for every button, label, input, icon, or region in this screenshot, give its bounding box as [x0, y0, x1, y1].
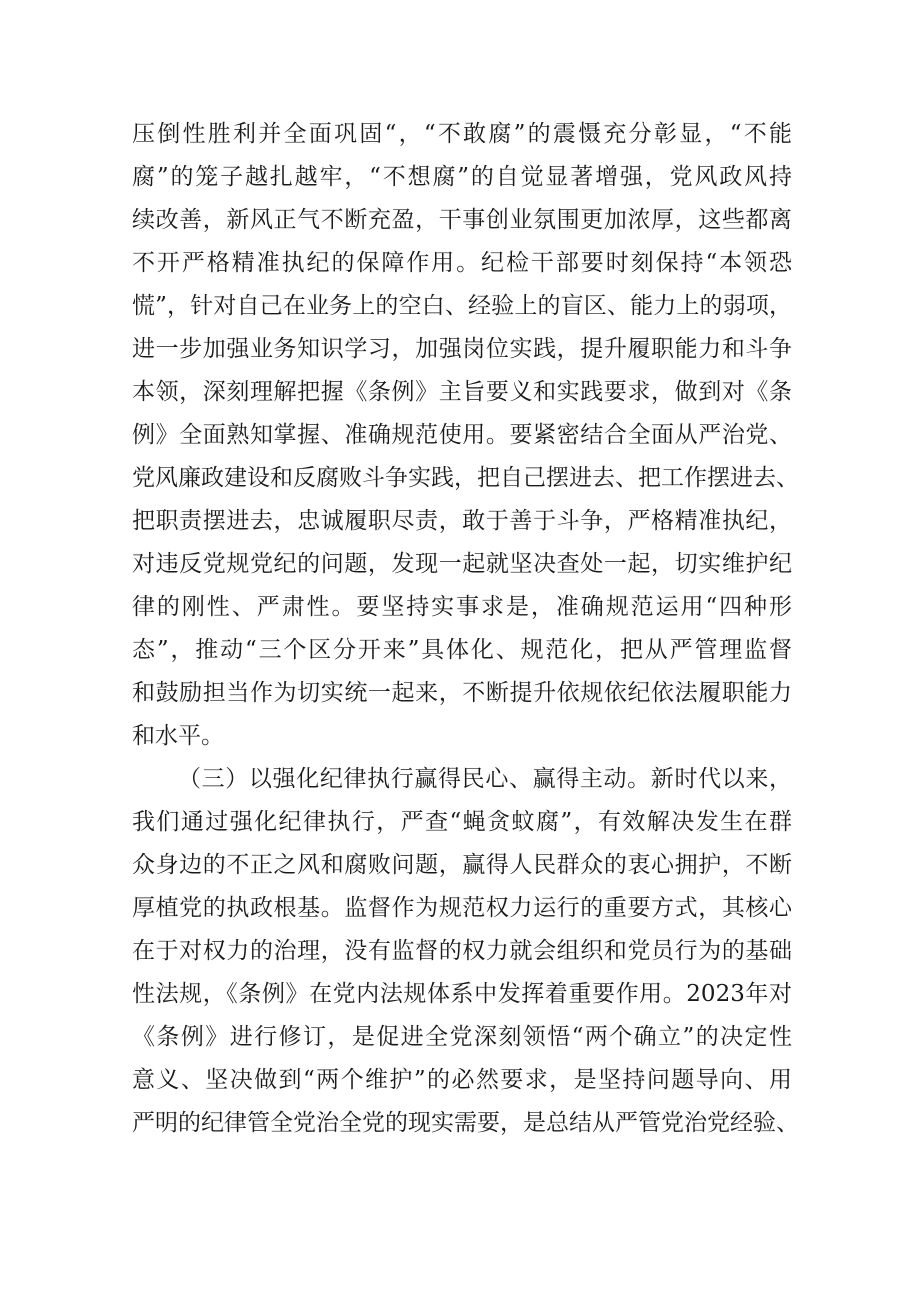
text-line: 在于对权力的治理，没有监督的权力就会组织和党员行为的基础 — [132, 938, 792, 964]
section-heading-line: （三）以强化纪律执行赢得民心、赢得主动。新时代以来， — [178, 766, 792, 792]
text-line: 和水平。 — [132, 723, 224, 749]
text-line: 续改善，新风正气不断充盈，干事创业氛围更加浓厚，这些都离 — [132, 207, 792, 233]
text-line: 严明的纪律管全党治全党的现实需要，是总结从严管党治党经验、 — [132, 1110, 799, 1136]
text-line: 厚植党的执政根基。监督作为规范权力运行的重要方式，其核心 — [132, 895, 792, 921]
text-line: 和鼓励担当作为切实统一起来，不断提升依规依纪依法履职能力 — [132, 680, 792, 706]
text-line: 进一步加强业务知识学习，加强岗位实践，提升履职能力和斗争 — [132, 336, 792, 362]
text-line: 众身边的不正之风和腐败问题，赢得人民群众的衷心拥护，不断 — [132, 852, 792, 878]
text-line: 党风廉政建设和反腐败斗争实践，把自己摆进去、把工作摆进去、 — [132, 465, 799, 491]
text-line: 腐”的笼子越扎越牢，“不想腐”的自觉显著增强，党风政风持 — [132, 164, 792, 190]
text-line: 把职责摆进去，忠诚履职尽责，敢于善于斗争，严格精准执纪， — [132, 508, 792, 534]
text-line: 意义、坚决做到“两个维护”的必然要求，是坚持问题导向、用 — [132, 1067, 792, 1093]
text-line: 慌”，针对自己在业务上的空白、经验上的盲区、能力上的弱项， — [132, 293, 792, 319]
text-line: 态”，推动“三个区分开来”具体化、规范化，把从严管理监督 — [132, 637, 792, 663]
text-line: 性法规，《条例》在党内法规体系中发挥着重要作用。2023年对 — [132, 981, 792, 1007]
text-line: 我们通过强化纪律执行，严查“蝇贪蚊腐”，有效解决发生在群 — [132, 809, 792, 835]
text-line: 《条例》进行修订，是促进全党深刻领悟“两个确立”的决定性 — [132, 1024, 792, 1050]
text-line: 不开严格精准执纪的保障作用。纪检干部要时刻保持“本领恐 — [132, 250, 792, 276]
text-line: 压倒性胜利并全面巩固“，“不敢腐”的震慑充分彰显，“不能 — [132, 121, 792, 147]
text-line: 例》全面熟知掌握、准确规范使用。要紧密结合全面从严治党、 — [132, 422, 792, 448]
text-line: 本领，深刻理解把握《条例》主旨要义和实践要求，做到对《条 — [132, 379, 792, 405]
text-line: 对违反党规党纪的问题，发现一起就坚决查处一起，切实维护纪 — [132, 551, 792, 577]
text-line: 律的刚性、严肃性。要坚持实事求是，准确规范运用“四种形 — [132, 594, 792, 620]
